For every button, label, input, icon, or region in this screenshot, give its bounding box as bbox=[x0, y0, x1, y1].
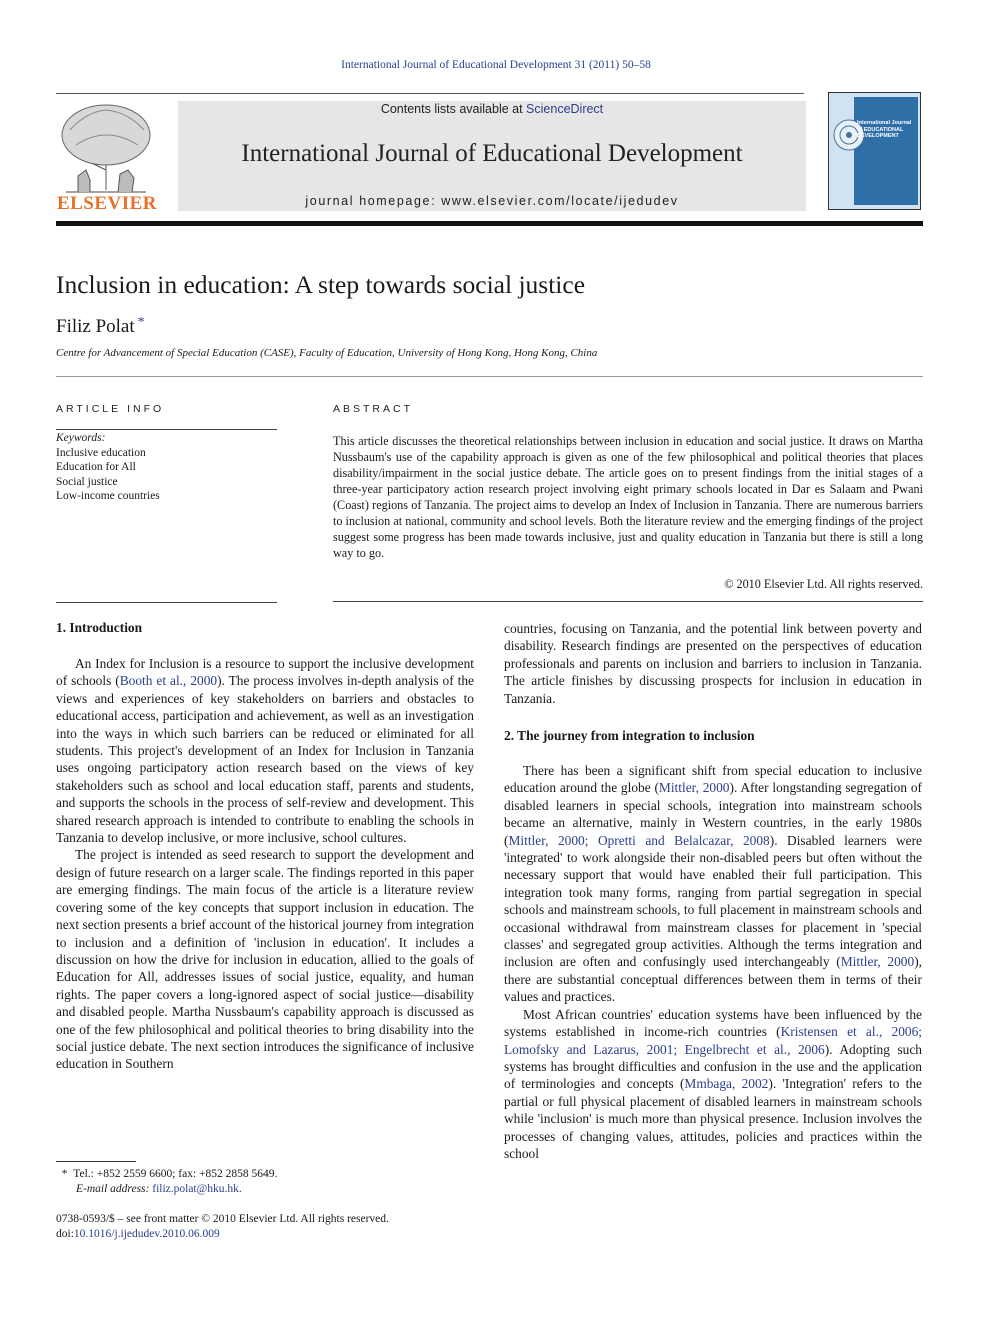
article-info-bottom-rule bbox=[56, 602, 277, 603]
text-run: There has been a significant shift from special education to inclusive education around the globe ( bbox=[504, 763, 922, 796]
doi-label: doi: bbox=[56, 1228, 74, 1240]
footnote-contact-line bbox=[56, 1167, 277, 1182]
footnote-email-line bbox=[56, 1182, 277, 1197]
author-footnote bbox=[56, 1167, 277, 1197]
publisher-wordmark: ELSEVIER bbox=[56, 193, 158, 214]
doi-link[interactable]: 10.1016/j.ijedudev.2010.06.009 bbox=[73, 1228, 220, 1240]
abstract-copyright: © 2010 Elsevier Ltd. All rights reserved. bbox=[724, 577, 923, 591]
keywords-heading: Keywords: bbox=[56, 432, 106, 444]
section-heading-introduction: 1. Introduction bbox=[56, 620, 143, 635]
author-footnote-mark[interactable]: * bbox=[137, 315, 145, 330]
citation-link[interactable]: Kristensen et al., 2006; Lomofsky and Lazarus, 2001; Engelbrecht et al., 2006 bbox=[504, 1024, 923, 1057]
contents-line bbox=[178, 102, 806, 116]
email-tail: . bbox=[238, 1183, 242, 1195]
abstract-label: ABSTRACT bbox=[333, 403, 414, 415]
article-info-rule bbox=[56, 429, 277, 430]
text-run: ). Adopting such systems has brought difficulties and confusion in the use and the application of terminologies and concepts ( bbox=[504, 1041, 922, 1092]
keyword: Education for All bbox=[56, 461, 136, 473]
citation-link[interactable]: Booth et al., 2000 bbox=[119, 673, 218, 689]
keyword: Social justice bbox=[56, 475, 118, 488]
author-name: Filiz Polat bbox=[56, 316, 135, 337]
cover-title: International Journal of EDUCATIONAL DEVELOPMENT bbox=[857, 120, 912, 139]
text-run: ). After longstanding segregation of disabled learners in special schools, integration into mainstream schools became an alternative, mainly in Western countries, in the early 1980s ( bbox=[504, 780, 922, 848]
article-title: Inclusion in education: A step towards social justice bbox=[56, 270, 586, 299]
left-column bbox=[56, 655, 474, 1073]
footnote-rule bbox=[56, 1161, 136, 1162]
citation-link[interactable]: Mittler, 2000; Opretti and Belalcazar, 2008 bbox=[508, 832, 770, 848]
author-affiliation: Centre for Advancement of Special Education (CASE), Faculty of Education, University of Hong Kong, Hong Kong, China bbox=[56, 347, 598, 359]
keyword: Inclusive education bbox=[56, 446, 146, 459]
page-footer bbox=[56, 1212, 389, 1242]
affiliation-rule bbox=[56, 376, 923, 377]
body-paragraph: countries, focusing on Tanzania, and the potential link between poverty and disability. Research findings are presented on the perspectives of education professionals and parents on inclusion and barriers to inclusion in Tanzania. The article finishes by discussing prospects for inclusion in education in Tanzania. bbox=[504, 621, 922, 706]
right-column-top bbox=[504, 620, 922, 707]
abstract-text: This article discusses the theoretical relationships between inclusion in education and social justice. It draws on Martha Nussbaum's use of the capability approach is given as one of the few philosophical and political theories that places disability/impairment in the social justice debate. The article goes on to present findings from the initial stages of a three-year participatory action research project involving eight primary schools located in Dar es Salaam and Pwani (Coast) regions of Tanzania. The project aims to develop an Index of Inclusion in Tanzania. There are numerous barriers to inclusion at national, community and school levels. Both the literature review and the emerging findings of the project suggest some progress has been made towards inclusive, just and quality education in Tanzania but there is still a long way to go. bbox=[333, 434, 923, 560]
citation-link[interactable]: Mittler, 2000 bbox=[658, 780, 730, 796]
text-run: ), there are substantial conceptual differences between them in terms of their values and practices. bbox=[504, 954, 922, 1005]
contents-prefix: Contents lists available at bbox=[380, 102, 527, 116]
body-paragraph bbox=[504, 762, 922, 1006]
author-email-link[interactable]: filiz.polat@hku.hk bbox=[152, 1183, 239, 1195]
body-paragraph: The project is intended as seed research to support the development and design of future research on a larger scale. The findings reported in this paper are emerging findings. The main focus of the article is a literature review covering some of the key concepts that support inclusion in education. The next section presents a brief account of the historical journey from integration to inclusion and a definition of 'inclusion in education'. It includes a discussion on how the drive for inclusion in education, allied to the goals of Education for All, addresses issues of social justice, equality, and human rights. The paper covers a long-ignored aspect of social justice—disability and disabled people. Martha Nussbaum's capability approach is discussed as one of the few philosophical and political theories to bring disability into the social justice debate. The next section introduces the significance of inclusive education in Southern bbox=[56, 847, 474, 1072]
keyword: Low-income countries bbox=[56, 490, 160, 502]
sciencedirect-link[interactable]: ScienceDirect bbox=[526, 102, 604, 116]
journal-name: International Journal of Educational Development bbox=[241, 140, 743, 167]
author-line bbox=[56, 315, 145, 338]
footnote-mark: * bbox=[61, 1168, 68, 1180]
doi-line bbox=[56, 1227, 389, 1242]
keywords-block bbox=[56, 431, 160, 504]
text-run: ). Disabled learners were 'integrated' to work alongside their non-disabled peers but often without the necessary support that would have enabled their full participation. This integration took many forms, ranging from partial segregation in special schools and mainstream schools, to full placement in mainstream schools and occasional withdrawal from mainstream classes for placement in 'special classes' and segregated group activities. Although the terms integration and inclusion are often and confusingly used interchangeably ( bbox=[504, 832, 923, 970]
text-run: An Index for Inclusion is a resource to support the inclusive development of schools ( bbox=[56, 656, 474, 689]
body-paragraph bbox=[56, 655, 474, 846]
citation-link[interactable]: Mmbaga, 2002 bbox=[684, 1076, 769, 1092]
issn-line: 0738-0593/$ – see front matter © 2010 Elsevier Ltd. All rights reserved. bbox=[56, 1213, 389, 1225]
article-info-label: ARTICLE INFO bbox=[56, 403, 165, 415]
text-run: ). The process involves in-depth analysis of the views and experiences of key stakeholders on barriers and obstacles to educational access, participation and achievement, as well as an investigation into the ways in which such barriers can be reduced or eliminated for all students. This project's development of an Index for Inclusion in Tanzania uses ongoing participatory action research based on the views of key stakeholders such as school and local education staff, parents and students, and supports the schools in the process of self-review and development. This shared research approach is intended to contribute to enabling the schools in Tanzania to develop inclusive, or more inclusive, school cultures. bbox=[56, 673, 474, 846]
right-column-bottom bbox=[504, 762, 922, 1162]
footnote-contact: Tel.: +852 2559 6600; fax: +852 2858 5649. bbox=[73, 1168, 278, 1180]
header-rule bbox=[56, 93, 804, 94]
email-label: E-mail address: bbox=[76, 1183, 153, 1195]
journal-citation[interactable]: International Journal of Educational Development 31 (2011) 50–58 bbox=[341, 59, 651, 71]
body-paragraph bbox=[504, 1006, 922, 1163]
header-thick-rule bbox=[56, 221, 923, 226]
text-run: ). 'Integration' refers to the partial or full physical placement of disabled learners in mainstream schools while 'inclusion' is much more than physical presence. Inclusion involves the processes of changing values, attitudes, policies and practices within the school bbox=[504, 1076, 922, 1161]
section-heading-journey: 2. The journey from integration to inclusion bbox=[504, 728, 755, 743]
abstract-bottom-rule bbox=[333, 601, 923, 602]
citation-link[interactable]: Mittler, 2000 bbox=[840, 954, 915, 970]
journal-homepage[interactable]: journal homepage: www.elsevier.com/locate/ijedudev bbox=[305, 194, 679, 208]
text-run: Most African countries' education systems have been influenced by the systems established in income-rich countries ( bbox=[504, 1006, 922, 1040]
